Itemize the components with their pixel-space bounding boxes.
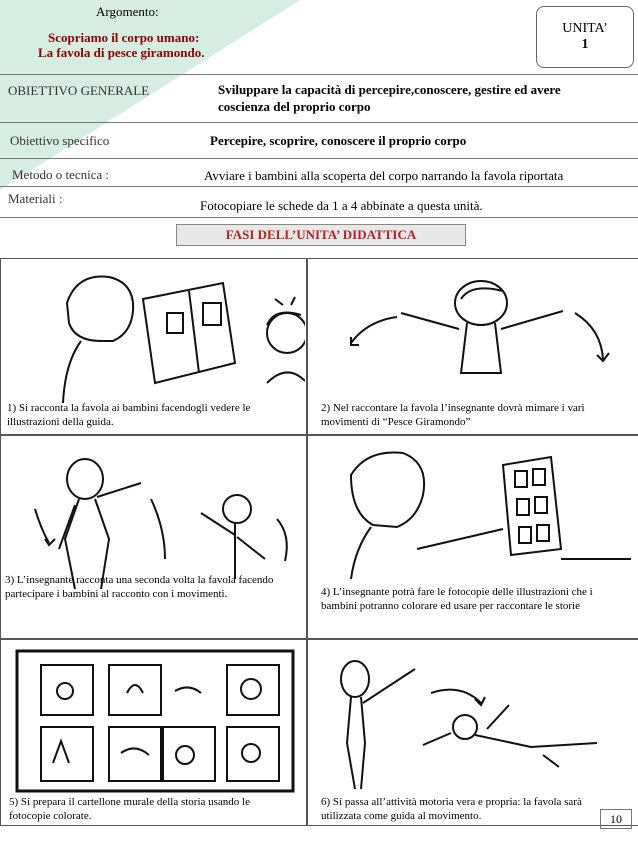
row-label: Obiettivo specifico [10, 133, 110, 148]
row-value: Sviluppare la capacità di percepire,conoscere, gestire ed avere coscienza del proprio corpo [218, 82, 561, 114]
teacher-miming-illustration [311, 263, 631, 403]
step-6-caption: 6) Si passa all’attività motoria vera e propria: la favola sarà utilizzata come guida al movimento. [321, 796, 582, 822]
row-metodo [0, 158, 638, 187]
row-label: Metodo o tecnica : [12, 167, 110, 182]
step-5-cell [0, 638, 308, 826]
step-5-caption: 5) Si prepara il cartellone murale della storia usando le fotocopie colorate. [9, 796, 250, 822]
step-2-caption: 2) Nel raccontare la favola l’insegnante dovrà mimare i vari movimenti di “Pesce Giramondo” [321, 402, 585, 428]
unit-box [536, 6, 634, 68]
row-value: Avviare i bambini alla scoperta del corpo narrando la favola riportata [204, 168, 564, 183]
row-label: Materiali : [8, 191, 63, 206]
teacher-showing-card-illustration [311, 439, 631, 589]
step-6-cell [306, 638, 638, 826]
fasi-title: FASI DELL’UNITA’ DIDATTICA [176, 224, 466, 246]
row-label: OBIETTIVO GENERALE [8, 83, 150, 98]
teacher-and-child-illustration [5, 439, 305, 589]
teacher-reading-illustration [5, 263, 305, 403]
title-line-1: Scopriamo il corpo umano: [48, 30, 200, 45]
step-1-cell [0, 258, 308, 436]
wall-poster-illustration [5, 643, 305, 793]
title-line-2: La favola di pesce giramondo. [38, 45, 205, 60]
step-3-cell [0, 434, 308, 640]
step-4-caption: 4) L’insegnante potrà fare le fotocopie delle illustrazioni che i bambini potranno colorare ed usare per raccontare le storie [321, 586, 593, 612]
row-materiali [0, 186, 638, 218]
motor-activity-illustration [311, 643, 631, 793]
unit-label: UNITA’ [562, 21, 608, 36]
step-3-caption: 3) L’insegnante racconta una seconda volta la favola facendo partecipare i bambini al racconto con i movimenti. [5, 574, 274, 600]
step-1-caption: 1) Si racconta la favola ai bambini facendogli vedere le illustrazioni della guida. [7, 402, 251, 428]
row-value: Percepire, scoprire, conoscere il proprio corpo [210, 133, 467, 148]
argomento-label: Argomento: [96, 4, 159, 19]
step-4-cell [306, 434, 638, 640]
step-2-cell [306, 258, 638, 436]
unit-number: 1 [581, 37, 589, 52]
row-obiettivo-generale [0, 74, 638, 123]
row-obiettivo-specifico [0, 122, 638, 159]
page-number: 10 [600, 809, 632, 829]
row-value: Fotocopiare le schede da 1 a 4 abbinate a questa unità. [200, 198, 483, 213]
